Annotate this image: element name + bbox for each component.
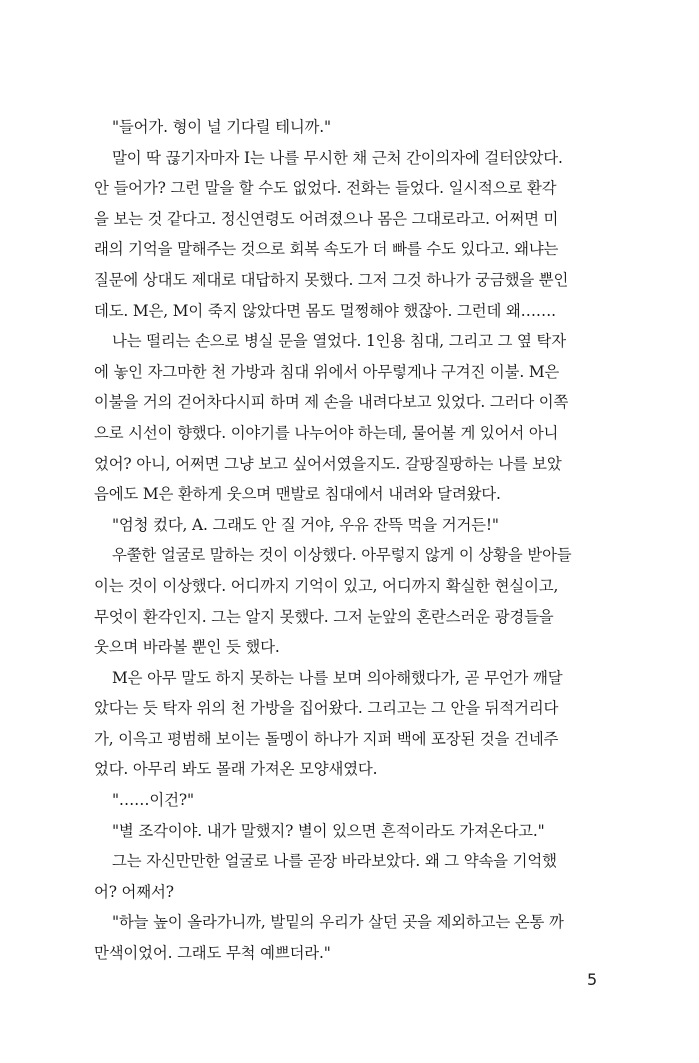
text-line: "엄청 컸다, A. 그래도 안 질 거야, 우유 잔뜩 먹을 거거든!" — [112, 515, 499, 534]
text-line: "……이건?" — [112, 791, 194, 810]
body-text — [94, 112, 612, 969]
text-line: 었어? 아니, 어쩌면 그냥 보고 싶어서였을지도. 갈팡질팡하는 나를 보았 — [94, 454, 562, 473]
text-line: "하늘 높이 올라가니까, 발밑의 우리가 살던 곳을 제외하고는 온통 까 — [112, 913, 564, 932]
text-line: 음에도 M은 환하게 웃으며 맨발로 침대에서 내려와 달려왔다. — [94, 485, 501, 504]
text-line: 았다는 듯 탁자 위의 천 가방을 집어왔다. 그리고는 그 안을 뒤적거리다 — [94, 699, 559, 718]
text-line: 무엇이 환각인지. 그는 알지 못했다. 그저 눈앞의 혼란스러운 광경들을 — [94, 607, 554, 626]
text-line: 을 보는 것 같다고. 정신연령도 어려졌으나 몸은 그대로라고. 어쩌면 미 — [94, 209, 559, 228]
page-number: 5 — [587, 970, 598, 989]
text-line: 이불을 거의 걷어차다시피 하며 제 손을 내려다보고 있었다. 그러다 이쪽 — [94, 393, 569, 412]
text-line: 그는 자신만만한 얼굴로 나를 곧장 바라보았다. 왜 그 약속을 기억했 — [112, 852, 557, 871]
text-line: 웃으며 바라볼 뿐인 듯 했다. — [94, 638, 280, 657]
text-line: 어? 어째서? — [94, 882, 174, 901]
text-line: 데도. M은, M이 죽지 않았다면 몸도 멀쩡해야 했잖아. 그런데 왜……. — [94, 301, 556, 320]
text-line: 질문에 상대도 제대로 대답하지 못했다. 그저 그것 하나가 궁금했을 뿐인 — [94, 270, 569, 289]
text-line: 에 놓인 자그마한 천 가방과 침대 위에서 아무렇게나 구겨진 이불. M은 — [94, 362, 560, 381]
text-line: 가, 이윽고 평범해 보이는 돌멩이 하나가 지퍼 백에 포장된 것을 건네주 — [94, 729, 559, 748]
text-line: 나는 떨리는 손으로 병실 문을 열었다. 1인용 침대, 그리고 그 옆 탁자 — [112, 332, 566, 351]
text-line: "들어가. 형이 널 기다릴 테니까." — [112, 118, 331, 136]
text-line: M은 아무 말도 하지 못하는 나를 보며 의아해했다가, 곧 무언가 깨달 — [112, 668, 563, 687]
text-line: 안 들어가? 그런 말을 할 수도 없었다. 전화는 들었다. 일시적으로 환각 — [94, 179, 557, 198]
text-line: 우쭐한 얼굴로 말하는 것이 이상했다. 아무렇지 않게 이 상황을 받아들 — [112, 546, 572, 565]
text-line: 었다. 아무리 봐도 몰래 가져온 모양새였다. — [94, 760, 378, 779]
text-line: "별 조각이야. 내가 말했지? 별이 있으면 흔적이라도 가져온다고." — [112, 821, 545, 840]
text-line: 말이 딱 끊기자마자 I는 나를 무시한 채 근처 간이의자에 걸터앉았다. — [112, 148, 563, 167]
text-line: 이는 것이 이상했다. 어디까지 기억이 있고, 어디까지 확실한 현실이고, — [94, 576, 559, 595]
text-line: 으로 시선이 향했다. 이야기를 나누어야 하는데, 물어볼 게 있어서 아니 — [94, 423, 559, 442]
text-line: 래의 기억을 말해주는 것으로 회복 속도가 더 빠를 수도 있다고. 왜냐는 — [94, 240, 559, 259]
text-line: 만색이었어. 그래도 무척 예쁘더라." — [94, 944, 331, 963]
